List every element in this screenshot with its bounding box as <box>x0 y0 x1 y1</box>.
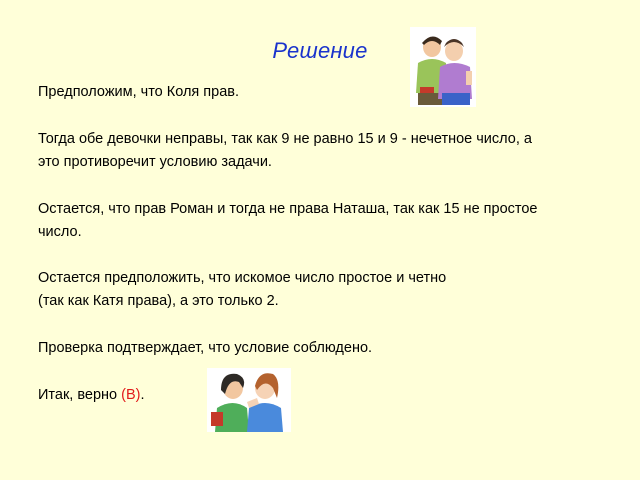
text-line: Тогда обе девочки неправы, так как 9 не равно 15 и 9 - нечетное число, а <box>38 131 532 147</box>
text-line: Остается, что прав Роман и тогда не права Наташа, так как 15 не простое <box>38 201 538 217</box>
paragraph-conclusion <box>38 384 618 407</box>
text-line: (так как Катя права), а это только 2. <box>38 293 279 309</box>
text-line: Проверка подтверждает, что условие соблюдено. <box>38 340 373 356</box>
two-girls-icon <box>207 368 291 432</box>
paragraph-check <box>38 337 618 360</box>
conclusion-text: Итак, верно <box>38 387 122 403</box>
paragraph-roman-right <box>38 198 618 244</box>
paragraph-girls-wrong <box>38 128 618 174</box>
two-girls-image <box>207 368 291 432</box>
slide-title: Решение <box>272 38 368 63</box>
paragraph-assumption <box>38 81 618 104</box>
text-line: число. <box>38 224 82 240</box>
answer-highlight: (В) <box>121 387 141 403</box>
paragraph-prime-even <box>38 267 618 313</box>
conclusion-period: . <box>140 387 145 403</box>
text-line: Предположим, что Коля прав. <box>38 84 240 100</box>
text-line: это противоречит условию задачи. <box>38 154 272 170</box>
text-line: Остается предположить, что искомое число простое и четно <box>38 270 447 286</box>
